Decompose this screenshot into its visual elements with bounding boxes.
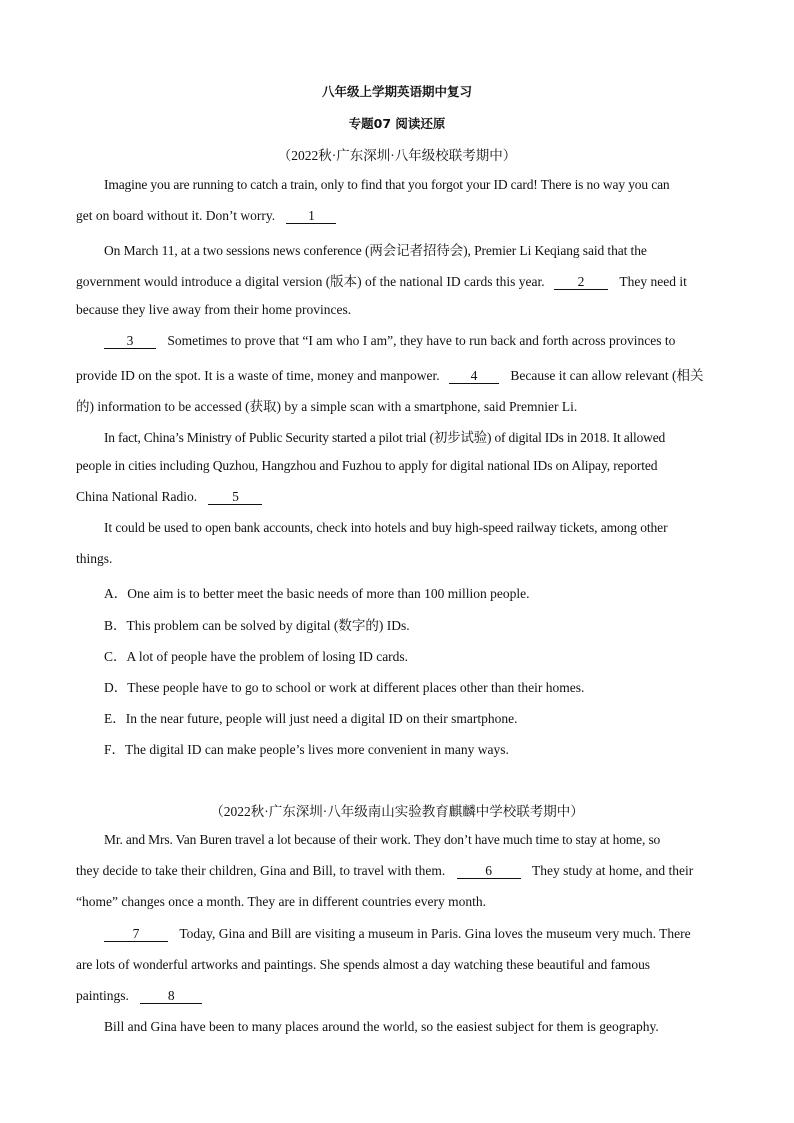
- s1-p2-line2: [76, 270, 718, 290]
- s1-p1-line2: [76, 208, 718, 224]
- s1-p5-line1: It could be used to open bank accounts, check into hotels and buy high-speed railway tickets, among other: [104, 520, 668, 535]
- s1-p4-line2: people in cities including Quzhou, Hangzhou and Fuzhou to apply for digital national IDs on Alipay, reported: [76, 458, 658, 473]
- s2-p2-line2: are lots of wonderful artworks and paintings. She spends almost a day watching these beautiful and famous: [76, 957, 650, 972]
- s1-p4-line3: [76, 489, 718, 505]
- s1-p3-line2: [76, 364, 718, 384]
- document-subtitle: 专题07 阅读还原: [348, 116, 446, 131]
- s1-p1-text: get on board without it. Don’t worry.: [76, 208, 276, 223]
- s1-p3-line3: 的) information to be accessed (获取) by a simple scan with a smartphone, said Premnier Li.: [76, 399, 578, 414]
- s2-p3-line1: Bill and Gina have been to many places around the world, so the easiest subject for them is geography.: [104, 1019, 659, 1034]
- section1-source: （2022秋·广东深圳·八年级校联考期中）: [277, 148, 517, 163]
- answer-blank-1[interactable]: 1: [286, 209, 336, 224]
- s1-p3-tail: Because it can allow relevant (相关: [510, 368, 704, 383]
- s2-p1-text: they decide to take their children, Gina and Bill, to travel with them.: [76, 863, 446, 878]
- s2-p1-line3: “home” changes once a month. They are in different countries every month.: [76, 894, 486, 909]
- s1-p5-line2: things.: [76, 551, 113, 566]
- option-f: F．The digital ID can make people’s lives more convenient in many ways.: [104, 742, 509, 757]
- s1-p4-text: China National Radio.: [76, 489, 198, 504]
- s2-p2-text3: paintings.: [76, 988, 129, 1003]
- s1-p2-tail: They need it: [619, 274, 687, 289]
- section2-source: （2022秋·广东深圳·八年级南山实验教育麒麟中学校联考期中）: [210, 804, 584, 819]
- answer-blank-8[interactable]: 8: [140, 989, 202, 1004]
- s1-p4-line1: In fact, China’s Ministry of Public Security started a pilot trial (初步试验) of digital IDs in 2018. It allowed: [104, 430, 666, 445]
- s2-p2-text: Today, Gina and Bill are visiting a museum in Paris. Gina loves the museum very much. There: [179, 926, 691, 941]
- option-d: D．These people have to go to school or work at different places other than their homes.: [104, 680, 585, 695]
- answer-blank-3[interactable]: 3: [104, 334, 156, 349]
- s2-p1-line1: Mr. and Mrs. Van Buren travel a lot because of their work. They don’t have much time to stay at home, so: [104, 832, 661, 847]
- document-title: 八年级上学期英语期中复习: [321, 84, 472, 99]
- s1-p3-text: Sometimes to prove that “I am who I am”, they have to run back and forth across provinces to: [167, 333, 676, 348]
- answer-blank-2[interactable]: 2: [554, 275, 608, 290]
- answer-blank-4[interactable]: 4: [449, 369, 499, 384]
- answer-blank-7[interactable]: 7: [104, 927, 168, 942]
- option-b: B．This problem can be solved by digital (数字的) IDs.: [104, 618, 410, 633]
- s1-p2-line3: because they live away from their home provinces.: [76, 302, 352, 317]
- s2-p1-line2: [76, 863, 718, 879]
- answer-blank-5[interactable]: 5: [208, 490, 262, 505]
- s1-p3-line1: [104, 333, 718, 349]
- s1-p3-text2: provide ID on the spot. It is a waste of time, money and manpower.: [76, 368, 440, 383]
- s1-p2-line1: On March 11, at a two sessions news conference (两会记者招待会), Premier Li Keqiang said that the: [104, 243, 647, 258]
- s1-p1-line1: Imagine you are running to catch a train, only to find that you forgot your ID card! There is no way you can: [104, 177, 670, 192]
- s2-p2-line3: [76, 988, 718, 1004]
- answer-blank-6[interactable]: 6: [457, 864, 521, 879]
- option-c: C．A lot of people have the problem of losing ID cards.: [104, 649, 409, 664]
- option-e: E．In the near future, people will just need a digital ID on their smartphone.: [104, 711, 518, 726]
- s2-p2-line1: [104, 926, 718, 942]
- s2-p1-tail: They study at home, and their: [532, 863, 694, 878]
- s1-p2-text: government would introduce a digital version (版本) of the national ID cards this year.: [76, 274, 545, 289]
- option-a: A．One aim is to better meet the basic needs of more than 100 million people.: [104, 586, 530, 601]
